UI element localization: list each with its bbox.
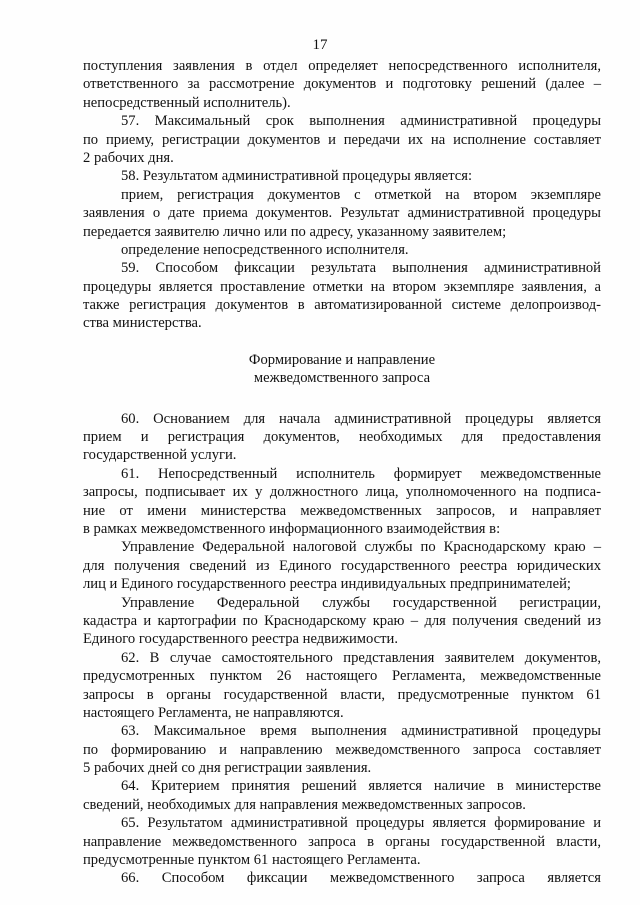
text-line: передается заявителю лично или по адресу, указанному заявителем; — [83, 223, 507, 240]
text-line: 59. Способом фиксации результата выполнения административной — [121, 260, 601, 277]
spacer — [83, 333, 601, 351]
text-line: также регистрация документов в автоматизированной системе делопроизвод- — [83, 297, 601, 314]
spacer — [83, 388, 601, 410]
text-line: непосредственный исполнитель). — [83, 94, 291, 111]
text-line: 60. Основанием для начала административной процедуры является — [121, 410, 601, 427]
text-line: сведений, необходимых для направления межведомственных запросов. — [83, 796, 526, 813]
text-line: в рамках межведомственного информационного взаимодействия в: — [83, 520, 501, 537]
text-line: прием и регистрация документов, необходимых для предоставления — [83, 429, 601, 446]
text-line: заявления о дате приема документов. Результат административной процедуры — [83, 205, 601, 222]
text-line: ства министерства. — [83, 315, 202, 332]
text-line: для получения сведений из Единого государственного реестра юридических — [83, 557, 601, 574]
text-line: процедуры является проставление отметки на втором экземпляре заявления, а — [83, 278, 601, 295]
page-number: 17 — [312, 37, 328, 53]
text-line: настоящего Регламента, не направляются. — [83, 704, 344, 721]
text-line: 57. Максимальный срок выполнения административной процедуры — [121, 113, 601, 130]
text-line: предусмотренных пунктом 26 настоящего Регламента, межведомственные — [83, 668, 601, 685]
text-line: поступления заявления в отдел определяет непосредственного исполнителя, — [83, 58, 601, 74]
section-heading: межведомственного запроса — [253, 370, 431, 387]
document-body — [83, 57, 601, 888]
text-line: кадастра и картографии по Краснодарскому краю – для получения сведений из — [83, 612, 601, 629]
text-line: направление межведомственного запроса в органы государственной власти, — [83, 833, 601, 850]
text-line: Управление Федеральной налоговой службы по Краснодарскому краю – — [121, 539, 601, 556]
text-line: 66. Способом фиксации межведомственного запроса является — [121, 870, 601, 887]
text-line: 62. В случае самостоятельного представления заявителем документов, — [121, 649, 601, 666]
text-line: Единого государственного реестра недвижимости. — [83, 631, 398, 648]
text-line: по формированию и направлению межведомственного запроса составляет — [83, 741, 601, 758]
text-line: Управление Федеральной службы государственной регистрации, — [121, 594, 601, 611]
text-line: ние от имени министерства межведомственных запросов, и направляет — [83, 502, 601, 519]
text-line: определение непосредственного исполнителя. — [121, 241, 409, 258]
text-line: 61. Непосредственный исполнитель формирует межведомственные — [121, 465, 601, 482]
text-line: 58. Результатом административной процедуры является: — [121, 168, 473, 185]
text-line: ответственного за рассмотрение документов и подготовку решений (далее – — [83, 76, 601, 93]
text-line: государственной услуги. — [83, 447, 237, 464]
text-line: 64. Критерием принятия решений является наличие в министерстве — [121, 778, 601, 795]
text-line: 5 рабочих дней со дня регистрации заявления. — [83, 760, 372, 777]
text-line: запросы, подписывает их у должностного лица, уполномоченного на подписа- — [83, 484, 601, 501]
text-line: 2 рабочих дня. — [83, 149, 174, 166]
text-line: лиц и Единого государственного реестра индивидуальных предпринимателей; — [83, 576, 571, 593]
section-heading: Формирование и направление — [248, 351, 436, 368]
text-line: предусмотренные пунктом 61 настоящего Регламента. — [83, 852, 421, 869]
text-line: 63. Максимальное время выполнения административной процедуры — [121, 723, 601, 740]
text-line: по приему, регистрации документов и передачи их на исполнение составляет — [83, 131, 601, 148]
text-line: прием, регистрация документов с отметкой на втором экземпляре — [121, 186, 601, 203]
text-line: запросы в органы государственной власти, предусмотренные пунктом 61 — [83, 686, 601, 703]
text-line: 65. Результатом административной процедуры является формирование и — [121, 815, 601, 832]
